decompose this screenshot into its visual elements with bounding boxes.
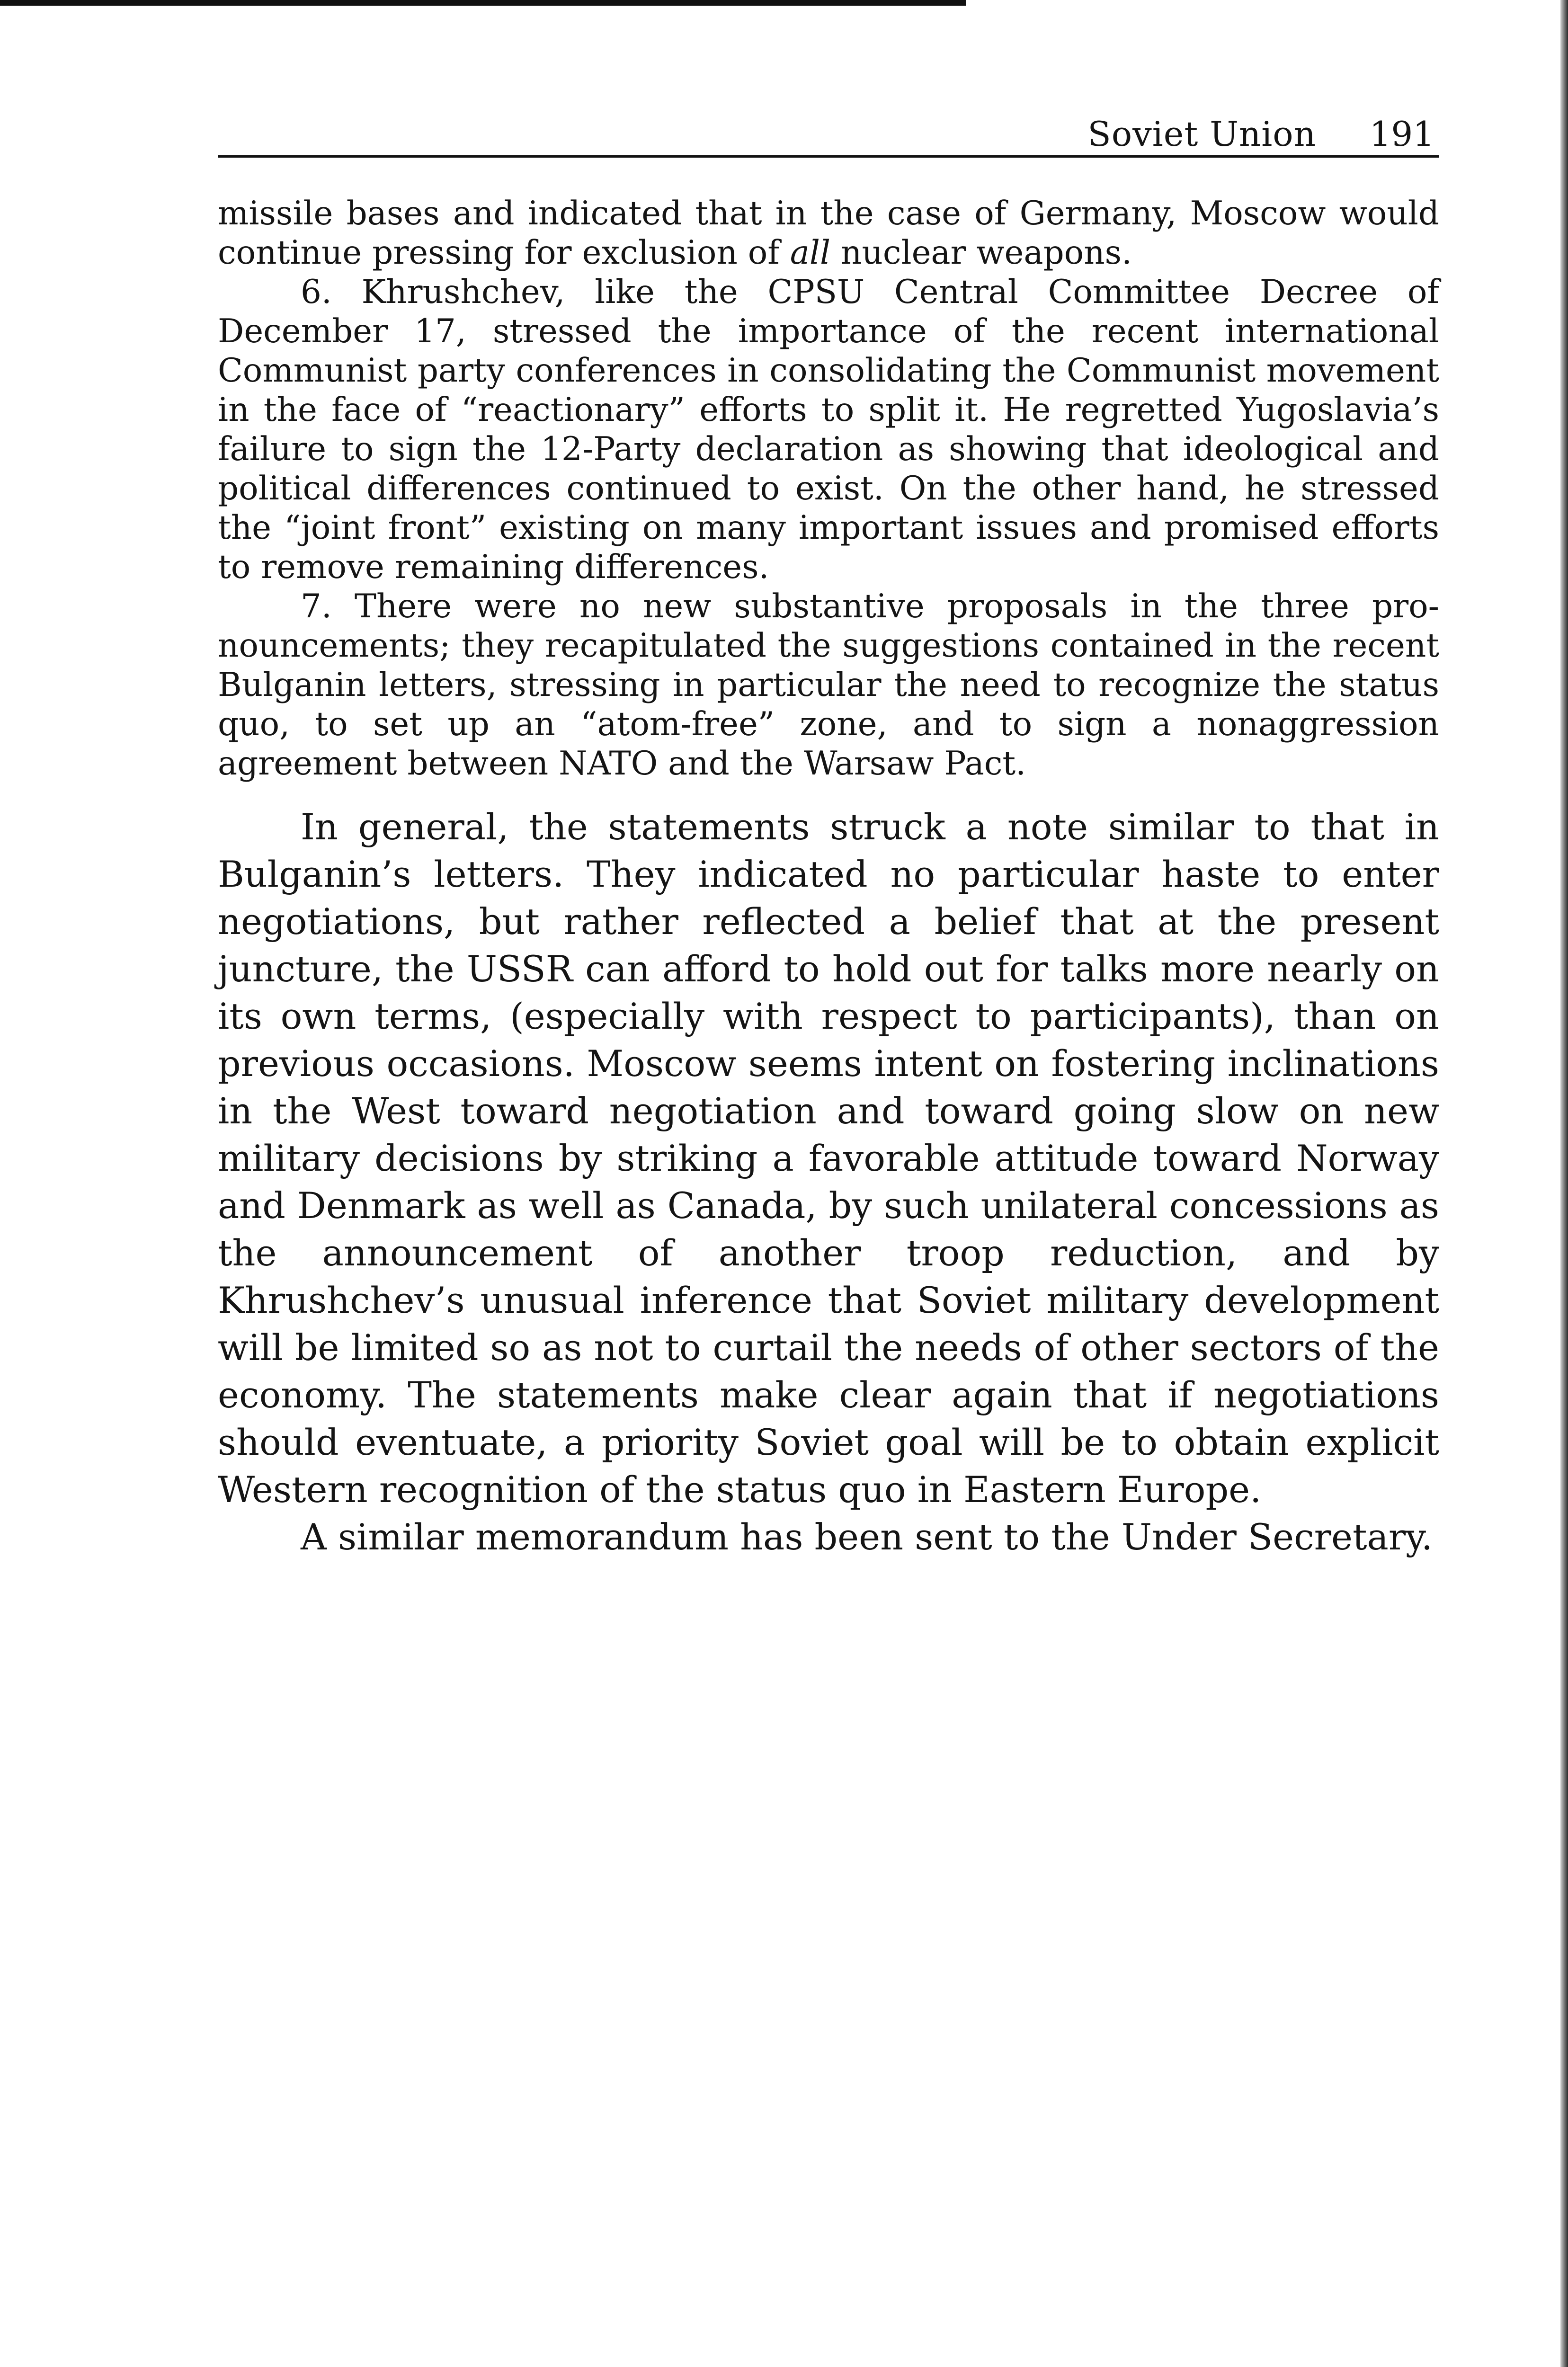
paragraph-missile-bases: [218, 194, 1439, 273]
page-body: [218, 194, 1439, 1561]
paragraph-text: missile bases and indicated that in the case of Germany, Moscow would continue pressing for exclusion of: [218, 195, 1439, 272]
paragraph-item-7: 7. There were no new substantive proposals in the three pronouncements; they recapitulated the suggestions contained in the recent Bulganin letters, stressing in particular the need to recognize the status quo, to set up an “atom-free” zone, and to sign a nonaggression agreement between NATO and the Warsaw Pact.: [218, 587, 1439, 783]
paragraph-closing-note: A similar memorandum has been sent to the Under Secretary.: [301, 1516, 1433, 1558]
paragraph-summary: In general, the statements struck a note similar to that in Bulganin’s letters. They indicated no particular haste to enter negotiations, but rather reflected a belief that at the present juncture, the USSR can afford to hold out for talks more nearly on its own terms, (especially with respect to participants), than on previous occasions. Moscow seems intent on fostering inclinations in the West toward negotiation and toward going slow on new military decisions by striking a favorable attitude toward Norway and Denmark as well as Canada, by such unilateral concessions as the announcement of another troop reduction, and by Khrushchev’s unusual inference that Soviet military development will be limited so as not to curtail the needs of other sectors of the economy. The statements make clear again that if negotiations should eventuate, a priority Soviet goal will be to obtain explicit Western recognition of the status quo in Eastern Europe.: [218, 806, 1439, 1511]
page-number: 191: [1369, 114, 1434, 154]
emphasis-all: all: [790, 234, 831, 272]
top-scan-edge: [0, 0, 966, 6]
paragraph-text-end: nuclear weapons.: [830, 234, 1132, 272]
running-head-title: Soviet Union: [1087, 114, 1316, 154]
running-head: [218, 113, 1439, 158]
page-binding-edge: [1560, 0, 1568, 2367]
paragraph-item-6: 6. Khrushchev, like the CPSU Central Committee Decree of December 17, stressed the importance of the recent international Communist party conferences in consolidating the Communist movement in the face of “reactionary” efforts to split it. He regretted Yugoslavia’s failure to sign the 12-Party declaration as showing that ideological and political differences continued to exist. On the other hand, he stressed the “joint front” existing on many important issues and promised efforts to remove remaining differences.: [218, 273, 1439, 586]
